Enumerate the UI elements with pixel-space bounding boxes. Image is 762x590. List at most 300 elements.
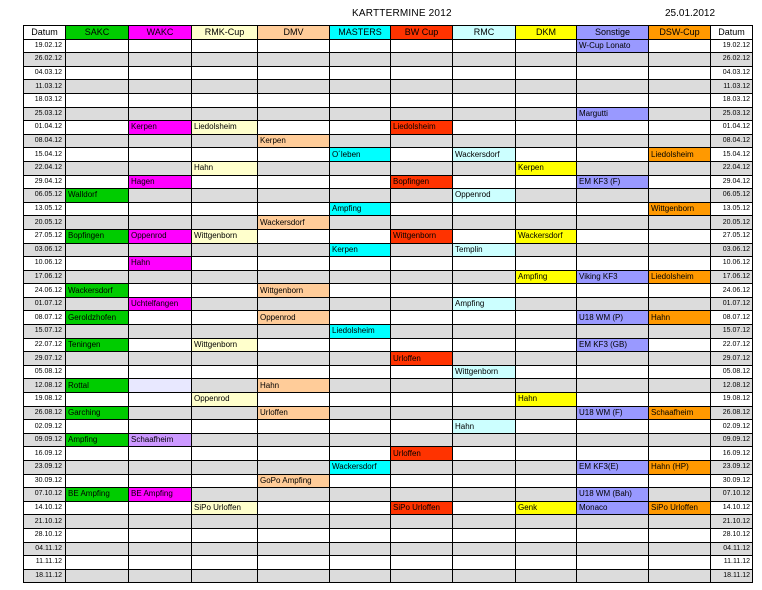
event-cell — [453, 447, 516, 461]
event-cell: Ampfing — [516, 270, 577, 284]
event-cell — [516, 379, 577, 393]
event-cell — [577, 569, 649, 583]
event-cell — [391, 556, 453, 570]
event-cell — [453, 175, 516, 189]
event-cell — [453, 39, 516, 53]
event-cell — [192, 556, 258, 570]
event-cell — [577, 297, 649, 311]
event-cell: Liedolsheim — [649, 270, 711, 284]
table-row — [24, 297, 753, 311]
event-cell — [391, 515, 453, 529]
event-cell — [453, 284, 516, 298]
column-header: RMC — [453, 26, 516, 40]
event-cell — [330, 447, 391, 461]
event-cell — [192, 542, 258, 556]
event-cell — [649, 352, 711, 366]
event-cell — [516, 406, 577, 420]
event-cell: O´leben — [330, 148, 391, 162]
row-date: 19.02.12 — [711, 39, 753, 53]
event-cell — [516, 257, 577, 271]
event-cell — [391, 393, 453, 407]
table-row — [24, 433, 753, 447]
table-row — [24, 311, 753, 325]
row-date: 16.09.12 — [711, 447, 753, 461]
row-date: 05.08.12 — [711, 365, 753, 379]
table-row — [24, 447, 753, 461]
document-date: 25.01.2012 — [665, 8, 716, 19]
row-date: 26.02.12 — [24, 53, 66, 67]
event-cell — [258, 420, 330, 434]
table-row — [24, 528, 753, 542]
event-cell: Wittgenborn — [192, 229, 258, 243]
event-cell — [649, 474, 711, 488]
row-date: 03.06.12 — [24, 243, 66, 257]
event-cell — [258, 107, 330, 121]
event-cell: Hagen — [129, 175, 192, 189]
event-cell — [192, 66, 258, 80]
event-cell — [577, 284, 649, 298]
event-cell — [649, 528, 711, 542]
table-row — [24, 474, 753, 488]
event-cell — [129, 66, 192, 80]
event-cell: SiPo Urloffen — [649, 501, 711, 515]
event-cell — [66, 107, 129, 121]
table-row — [24, 393, 753, 407]
column-header: DMV — [258, 26, 330, 40]
event-cell: Hahn — [258, 379, 330, 393]
event-cell — [192, 107, 258, 121]
schedule-table — [23, 25, 753, 583]
event-cell — [330, 93, 391, 107]
row-date: 24.06.12 — [24, 284, 66, 298]
event-cell: Viking KF3 — [577, 270, 649, 284]
row-date: 23.09.12 — [24, 461, 66, 475]
row-date: 04.03.12 — [24, 66, 66, 80]
event-cell — [577, 325, 649, 339]
event-cell: Urloffen — [258, 406, 330, 420]
event-cell — [129, 80, 192, 94]
event-cell — [129, 420, 192, 434]
event-cell — [330, 379, 391, 393]
event-cell — [330, 216, 391, 230]
event-cell — [516, 297, 577, 311]
table-row — [24, 202, 753, 216]
event-cell — [129, 393, 192, 407]
event-cell — [129, 352, 192, 366]
event-cell — [129, 528, 192, 542]
table-row — [24, 325, 753, 339]
row-date: 28.10.12 — [24, 528, 66, 542]
event-cell — [649, 515, 711, 529]
event-cell — [453, 311, 516, 325]
column-header: DSW-Cup — [649, 26, 711, 40]
row-date: 16.09.12 — [24, 447, 66, 461]
event-cell — [577, 528, 649, 542]
event-cell — [66, 134, 129, 148]
row-date: 18.03.12 — [24, 93, 66, 107]
row-date: 21.10.12 — [24, 515, 66, 529]
row-date: 25.03.12 — [711, 107, 753, 121]
event-cell — [258, 257, 330, 271]
event-cell — [129, 406, 192, 420]
event-cell: SiPo Urloffen — [391, 501, 453, 515]
event-cell — [391, 379, 453, 393]
event-cell — [577, 80, 649, 94]
event-cell — [453, 161, 516, 175]
row-date: 01.04.12 — [24, 121, 66, 135]
event-cell — [192, 461, 258, 475]
event-cell — [258, 175, 330, 189]
row-date: 23.09.12 — [711, 461, 753, 475]
event-cell: Margutti — [577, 107, 649, 121]
table-row — [24, 148, 753, 162]
row-date: 12.08.12 — [711, 379, 753, 393]
event-cell: Teningen — [66, 338, 129, 352]
event-cell — [66, 447, 129, 461]
column-header: Datum — [24, 26, 66, 40]
row-date: 26.08.12 — [711, 406, 753, 420]
event-cell: Oppenrod — [129, 229, 192, 243]
table-row — [24, 121, 753, 135]
row-date: 08.04.12 — [24, 134, 66, 148]
event-cell: Wittgenborn — [391, 229, 453, 243]
event-cell — [330, 420, 391, 434]
event-cell — [192, 270, 258, 284]
event-cell — [516, 243, 577, 257]
event-cell — [516, 420, 577, 434]
event-cell — [66, 66, 129, 80]
event-cell — [453, 515, 516, 529]
event-cell — [129, 243, 192, 257]
event-cell — [453, 461, 516, 475]
event-cell — [391, 80, 453, 94]
event-cell — [516, 80, 577, 94]
table-row — [24, 556, 753, 570]
event-cell: Urloffen — [391, 352, 453, 366]
page-title: KARTTERMINE 2012 — [352, 8, 452, 19]
event-cell — [66, 216, 129, 230]
event-cell — [649, 39, 711, 53]
event-cell — [330, 66, 391, 80]
event-cell — [577, 216, 649, 230]
event-cell — [516, 202, 577, 216]
event-cell — [391, 270, 453, 284]
event-cell — [516, 447, 577, 461]
event-cell — [453, 338, 516, 352]
event-cell — [66, 556, 129, 570]
column-header: MASTERS — [330, 26, 391, 40]
row-date: 01.07.12 — [711, 297, 753, 311]
row-date: 04.03.12 — [711, 66, 753, 80]
event-cell — [330, 393, 391, 407]
row-date: 09.09.12 — [24, 433, 66, 447]
event-cell — [330, 352, 391, 366]
event-cell — [453, 202, 516, 216]
event-cell — [330, 121, 391, 135]
row-date: 13.05.12 — [24, 202, 66, 216]
event-cell — [516, 433, 577, 447]
row-date: 09.09.12 — [711, 433, 753, 447]
event-cell — [192, 528, 258, 542]
event-cell — [66, 175, 129, 189]
event-cell — [516, 488, 577, 502]
event-cell — [129, 461, 192, 475]
event-cell — [192, 311, 258, 325]
row-date: 15.07.12 — [24, 325, 66, 339]
row-date: 25.03.12 — [24, 107, 66, 121]
row-date: 11.03.12 — [24, 80, 66, 94]
event-cell — [453, 569, 516, 583]
event-cell — [577, 134, 649, 148]
event-cell — [129, 447, 192, 461]
event-cell — [129, 93, 192, 107]
event-cell — [258, 569, 330, 583]
event-cell: Kerpen — [516, 161, 577, 175]
event-cell — [192, 352, 258, 366]
row-date: 20.05.12 — [711, 216, 753, 230]
table-row — [24, 488, 753, 502]
row-date: 10.06.12 — [711, 257, 753, 271]
row-date: 17.06.12 — [24, 270, 66, 284]
event-cell — [258, 352, 330, 366]
event-cell — [391, 542, 453, 556]
event-cell — [192, 134, 258, 148]
event-cell — [258, 461, 330, 475]
row-date: 24.06.12 — [711, 284, 753, 298]
table-row — [24, 93, 753, 107]
event-cell — [391, 134, 453, 148]
event-cell — [66, 257, 129, 271]
event-cell — [330, 270, 391, 284]
event-cell — [258, 433, 330, 447]
event-cell — [391, 338, 453, 352]
row-date: 05.08.12 — [24, 365, 66, 379]
event-cell — [192, 175, 258, 189]
event-cell — [330, 107, 391, 121]
event-cell — [516, 311, 577, 325]
event-cell — [577, 148, 649, 162]
event-cell — [129, 569, 192, 583]
table-row — [24, 53, 753, 67]
column-header: Sonstige — [577, 26, 649, 40]
event-cell — [330, 80, 391, 94]
event-cell: SiPo Urloffen — [192, 501, 258, 515]
event-cell — [516, 352, 577, 366]
row-date: 29.04.12 — [24, 175, 66, 189]
event-cell — [129, 134, 192, 148]
row-date: 14.10.12 — [24, 501, 66, 515]
event-cell — [391, 93, 453, 107]
event-cell: Hahn — [516, 393, 577, 407]
event-cell: Wittgenborn — [453, 365, 516, 379]
event-cell — [330, 569, 391, 583]
event-cell — [192, 420, 258, 434]
row-date: 22.07.12 — [24, 338, 66, 352]
row-date: 19.08.12 — [24, 393, 66, 407]
event-cell: Wittgenborn — [192, 338, 258, 352]
event-cell — [192, 379, 258, 393]
row-date: 07.10.12 — [711, 488, 753, 502]
event-cell — [649, 189, 711, 203]
event-cell — [192, 406, 258, 420]
row-date: 21.10.12 — [711, 515, 753, 529]
event-cell — [192, 148, 258, 162]
event-cell — [66, 393, 129, 407]
event-cell — [330, 161, 391, 175]
event-cell — [516, 515, 577, 529]
row-date: 22.07.12 — [711, 338, 753, 352]
event-cell — [453, 257, 516, 271]
row-date: 18.03.12 — [711, 93, 753, 107]
event-cell — [453, 501, 516, 515]
event-cell — [330, 338, 391, 352]
row-date: 27.05.12 — [711, 229, 753, 243]
event-cell — [258, 501, 330, 515]
event-cell — [577, 556, 649, 570]
event-cell — [330, 311, 391, 325]
row-date: 18.11.12 — [711, 569, 753, 583]
event-cell: Hahn (HP) — [649, 461, 711, 475]
event-cell — [129, 379, 192, 393]
event-cell — [453, 229, 516, 243]
row-date: 06.05.12 — [24, 189, 66, 203]
row-date: 19.02.12 — [24, 39, 66, 53]
table-row — [24, 352, 753, 366]
event-cell: Ampfing — [330, 202, 391, 216]
event-cell — [192, 297, 258, 311]
event-cell — [129, 501, 192, 515]
event-cell: Wackersdorf — [330, 461, 391, 475]
event-cell — [330, 528, 391, 542]
event-cell: Templin — [453, 243, 516, 257]
event-cell — [453, 270, 516, 284]
row-date: 08.07.12 — [711, 311, 753, 325]
event-cell — [192, 433, 258, 447]
event-cell — [577, 189, 649, 203]
event-cell — [516, 325, 577, 339]
event-cell — [66, 202, 129, 216]
event-cell: Uchtelfangen — [129, 297, 192, 311]
event-cell — [258, 148, 330, 162]
event-cell: Hahn — [192, 161, 258, 175]
event-cell — [577, 379, 649, 393]
event-cell — [66, 515, 129, 529]
event-cell — [516, 66, 577, 80]
event-cell — [516, 189, 577, 203]
event-cell — [258, 93, 330, 107]
event-cell — [453, 528, 516, 542]
row-date: 03.06.12 — [711, 243, 753, 257]
event-cell — [391, 297, 453, 311]
event-cell — [129, 216, 192, 230]
event-cell — [66, 528, 129, 542]
event-cell — [516, 461, 577, 475]
event-cell — [258, 393, 330, 407]
event-cell — [516, 569, 577, 583]
event-cell — [453, 66, 516, 80]
row-date: 01.07.12 — [24, 297, 66, 311]
event-cell — [129, 325, 192, 339]
event-cell — [129, 189, 192, 203]
event-cell: EM KF3(E) — [577, 461, 649, 475]
event-cell — [649, 569, 711, 583]
event-cell — [453, 379, 516, 393]
event-cell — [649, 488, 711, 502]
table-row — [24, 66, 753, 80]
event-cell — [577, 352, 649, 366]
event-cell: Monaco — [577, 501, 649, 515]
event-cell — [391, 66, 453, 80]
event-cell — [649, 134, 711, 148]
table-row — [24, 420, 753, 434]
event-cell — [192, 53, 258, 67]
event-cell: U18 WM (P) — [577, 311, 649, 325]
table-row — [24, 569, 753, 583]
event-cell — [330, 556, 391, 570]
event-cell: Kerpen — [258, 134, 330, 148]
event-cell — [391, 257, 453, 271]
event-cell: W-Cup Lonato — [577, 39, 649, 53]
column-header: DKM — [516, 26, 577, 40]
event-cell — [516, 365, 577, 379]
event-cell — [649, 433, 711, 447]
event-cell — [129, 542, 192, 556]
table-row — [24, 542, 753, 556]
row-date: 14.10.12 — [711, 501, 753, 515]
event-cell — [516, 53, 577, 67]
event-cell — [649, 447, 711, 461]
event-cell — [391, 528, 453, 542]
event-cell — [391, 202, 453, 216]
row-date: 08.04.12 — [711, 134, 753, 148]
event-cell: Rottal — [66, 379, 129, 393]
event-cell — [129, 161, 192, 175]
table-row — [24, 243, 753, 257]
event-cell — [577, 229, 649, 243]
event-cell — [453, 134, 516, 148]
event-cell — [129, 365, 192, 379]
event-cell — [66, 325, 129, 339]
event-cell — [453, 53, 516, 67]
event-cell: Walldorf — [66, 189, 129, 203]
event-cell — [516, 148, 577, 162]
event-cell — [66, 352, 129, 366]
event-cell — [192, 365, 258, 379]
event-cell — [649, 121, 711, 135]
event-cell — [391, 284, 453, 298]
event-cell — [258, 447, 330, 461]
event-cell — [129, 53, 192, 67]
event-cell — [258, 270, 330, 284]
event-cell — [66, 161, 129, 175]
event-cell — [330, 284, 391, 298]
event-cell — [577, 433, 649, 447]
event-cell: Geroldzhofen — [66, 311, 129, 325]
row-date: 22.04.12 — [711, 161, 753, 175]
event-cell — [258, 542, 330, 556]
event-cell — [516, 338, 577, 352]
event-cell — [516, 134, 577, 148]
event-cell — [391, 39, 453, 53]
event-cell — [192, 447, 258, 461]
row-date: 11.11.12 — [711, 556, 753, 570]
column-header: BW Cup — [391, 26, 453, 40]
table-row — [24, 229, 753, 243]
event-cell — [649, 284, 711, 298]
event-cell — [129, 556, 192, 570]
row-date: 28.10.12 — [711, 528, 753, 542]
row-date: 11.11.12 — [24, 556, 66, 570]
